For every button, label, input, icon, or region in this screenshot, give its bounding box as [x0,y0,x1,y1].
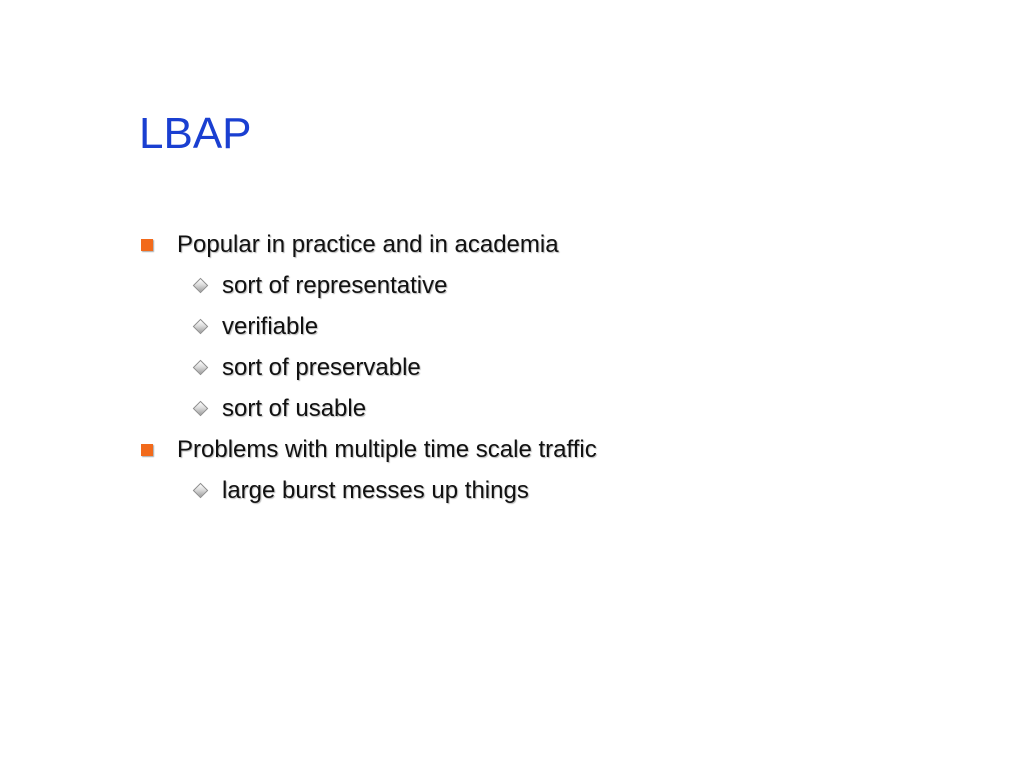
sub-bullet-item [139,347,939,388]
square-bullet-icon [141,239,153,251]
sub-bullet-text: large burst messes up things [222,476,529,504]
sub-bullet-text: sort of preservable [222,353,421,381]
sub-bullet-text: sort of representative [222,271,448,299]
diamond-bullet-icon [193,401,209,417]
sub-bullet-item [139,388,939,429]
diamond-bullet-icon [193,360,209,376]
slide-title: LBAP [139,109,252,158]
bullet-text: Problems with multiple time scale traffic [177,435,597,463]
diamond-bullet-icon [193,319,209,335]
diamond-bullet-icon [193,278,209,294]
sub-bullet-item [139,306,939,347]
bullet-list [139,224,939,511]
sub-bullet-item [139,265,939,306]
diamond-bullet-icon [193,483,209,499]
sub-bullet-item [139,470,939,511]
bullet-item [139,224,939,265]
sub-bullet-text: verifiable [222,312,319,340]
square-bullet-icon [141,444,153,456]
sub-bullet-text: sort of usable [222,394,367,422]
bullet-item [139,429,939,470]
bullet-text: Popular in practice and in academia [177,230,559,258]
